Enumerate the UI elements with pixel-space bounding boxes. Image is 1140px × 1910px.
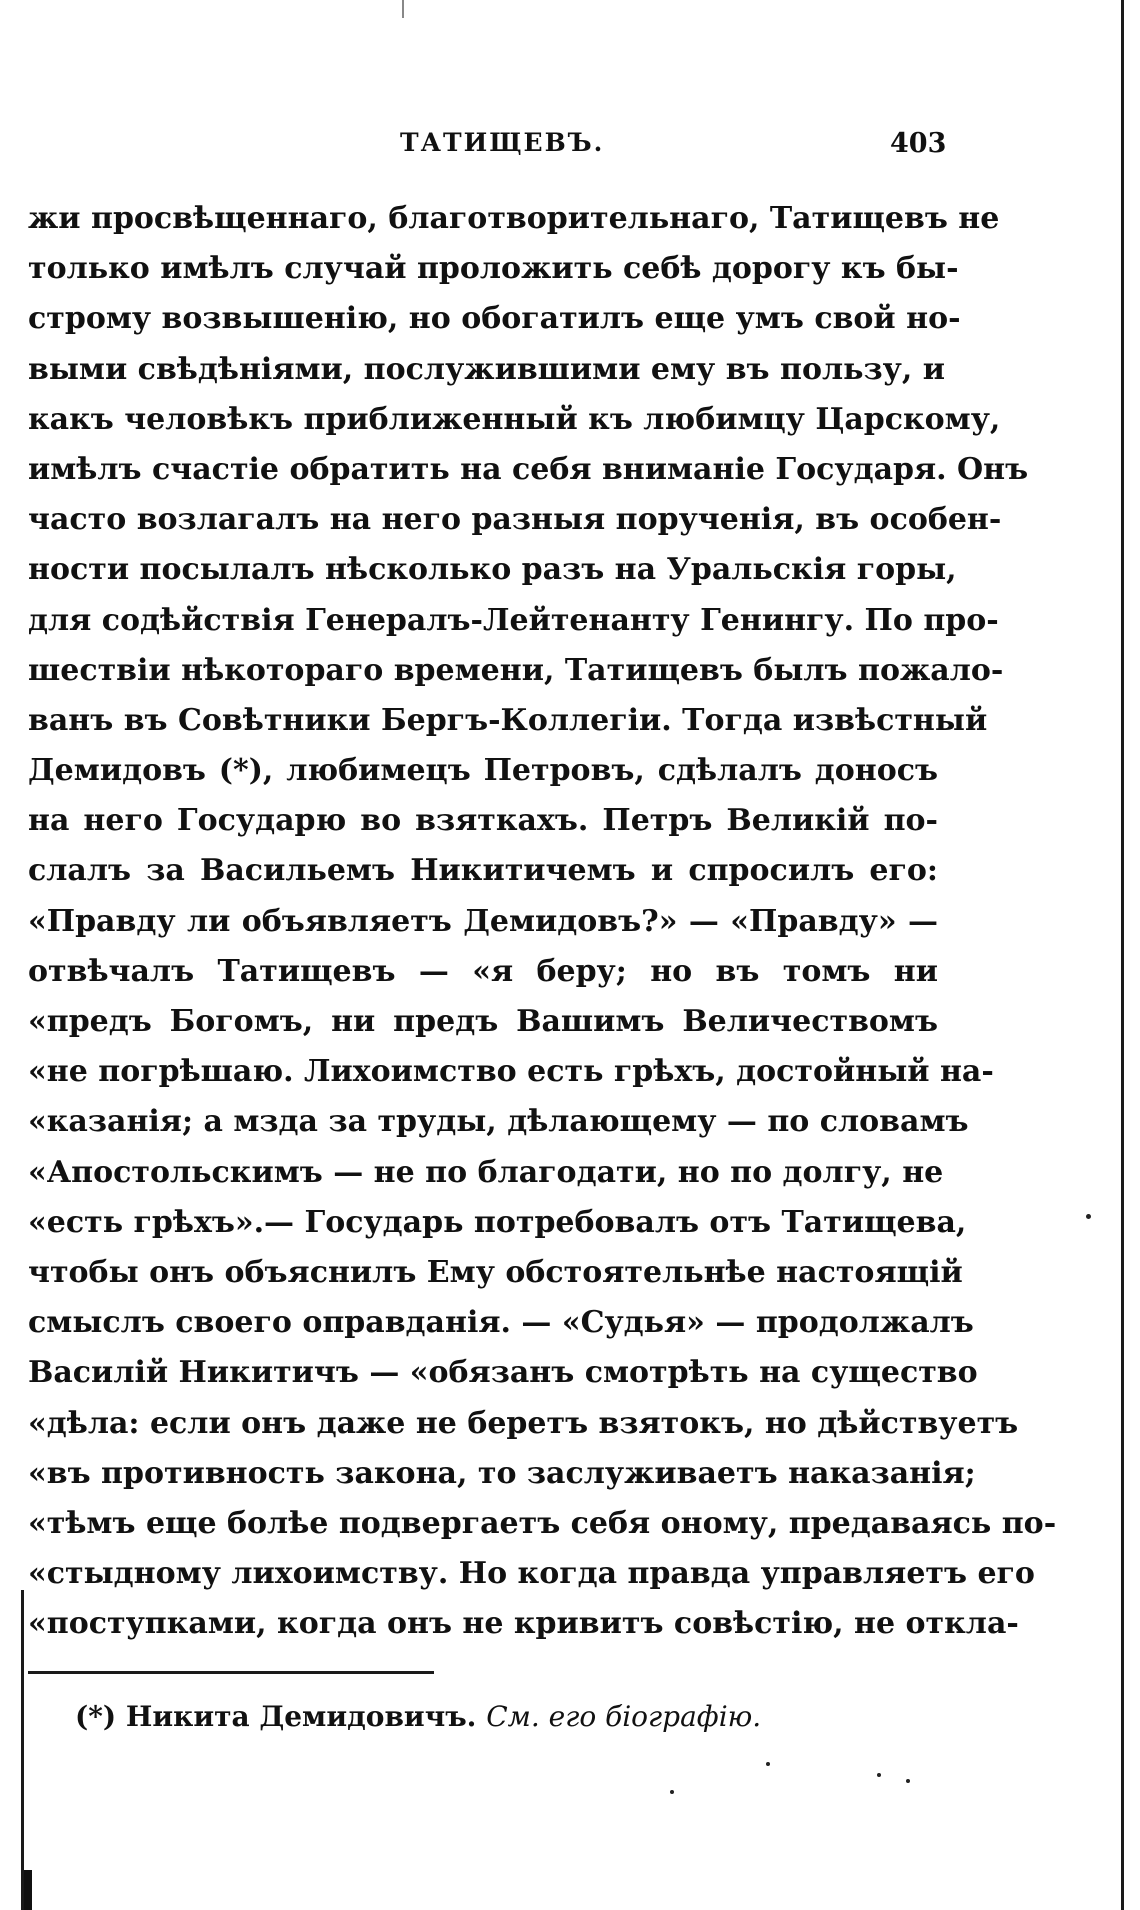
- text-line: чтобы онъ объяснилъ Ему обстоятельнѣе настоящій: [28, 1254, 963, 1290]
- scan-speck: [670, 1790, 674, 1794]
- text-line: «Правду ли объявляетъ Демидовъ?» — «Правду» —: [28, 903, 938, 939]
- page-number: 403: [890, 128, 947, 159]
- text-line: «тѣмъ еще болѣе подвергаетъ себя оному, предаваясь по-: [28, 1505, 1057, 1541]
- text-line: «стыдному лихоимству. Но когда правда управляетъ его: [28, 1556, 1035, 1592]
- text-line: слалъ за Васильемъ Никитичемъ и спросилъ его:: [28, 853, 938, 889]
- running-head: ТАТИЩЕВЪ.: [400, 128, 605, 157]
- text-line: только имѣлъ случай проложить себѣ дорогу къ бы-: [28, 251, 959, 287]
- text-line: смыслъ своего оправданія. — «Судья» — продолжалъ: [28, 1305, 974, 1341]
- text-line: «дѣла: если онъ даже не беретъ взятокъ, но дѣйствуетъ: [28, 1405, 1019, 1441]
- body-text: [28, 194, 1057, 1649]
- text-line: «есть грѣхъ».— Государь потребовалъ отъ Татищева,: [28, 1204, 967, 1240]
- footnote-marker: (*): [75, 1700, 117, 1733]
- text-line: на него Государю во взяткахъ. Петръ Великій по-: [28, 803, 938, 839]
- text-line: «въ противность закона, то заслуживаетъ наказанія;: [28, 1455, 976, 1491]
- binding-edge-rule: [21, 1590, 24, 1910]
- text-line: строму возвышенію, но обогатилъ еще умъ свой но-: [28, 301, 961, 337]
- text-line: часто возлагалъ на него разныя порученія, въ особен-: [28, 502, 1002, 538]
- text-line: жи просвѣщеннаго, благотворительнаго, Татищевъ не: [28, 201, 1000, 236]
- text-line: шествіи нѣкотораго времени, Татищевъ былъ пожало-: [28, 652, 1004, 688]
- text-line: отвѣчалъ Татищевъ — «я беру; но въ томъ ни: [28, 953, 938, 989]
- text-line: «предъ Богомъ, ни предъ Вашимъ Величествомъ: [28, 1004, 938, 1039]
- footnote-reference: См. его біографію.: [486, 1700, 762, 1733]
- binding-mark: [24, 1870, 32, 1910]
- page-header: [0, 128, 1140, 168]
- scan-mark: [402, 0, 404, 18]
- text-line: Василій Никитичъ — «обязанъ смотрѣть на существо: [28, 1355, 978, 1391]
- scan-speck: [1086, 1214, 1091, 1219]
- text-line: для содѣйствія Генералъ-Лейтенанту Генингу. По про-: [28, 602, 999, 638]
- footnote: [75, 1700, 761, 1733]
- text-line: «Апостольскимъ — не по благодати, но по долгу, не: [28, 1154, 944, 1190]
- scan-speck: [906, 1779, 910, 1783]
- text-line: какъ человѣкъ приближенный къ любимцу Царскому,: [28, 401, 1001, 437]
- text-line: имѣлъ счастіе обратить на себя вниманіе Государя. Онъ: [28, 451, 1029, 487]
- text-line: «не погрѣшаю. Лихоимство есть грѣхъ, достойный на-: [28, 1054, 994, 1090]
- text-line: ности посылалъ нѣсколько разъ на Уральскія горы,: [28, 552, 957, 588]
- page-edge-rule: [1121, 0, 1124, 1910]
- text-line: «поступками, когда онъ не кривитъ совѣстію, не откла-: [28, 1606, 1019, 1642]
- footnote-divider: [28, 1671, 434, 1674]
- text-line: выми свѣдѣніями, послужившими ему въ пользу, и: [28, 351, 945, 387]
- scan-speck: [766, 1762, 770, 1766]
- footnote-text: Никита Демидовичъ.: [125, 1700, 477, 1733]
- scan-speck: [877, 1773, 881, 1777]
- text-line: Демидовъ (*), любимецъ Петровъ, сдѣлалъ доносъ: [28, 753, 938, 789]
- text-line: ванъ въ Совѣтники Бергъ-Коллегіи. Тогда извѣстный: [28, 702, 988, 738]
- text-line: «казанія; а мзда за труды, дѣлающему — по словамъ: [28, 1104, 969, 1140]
